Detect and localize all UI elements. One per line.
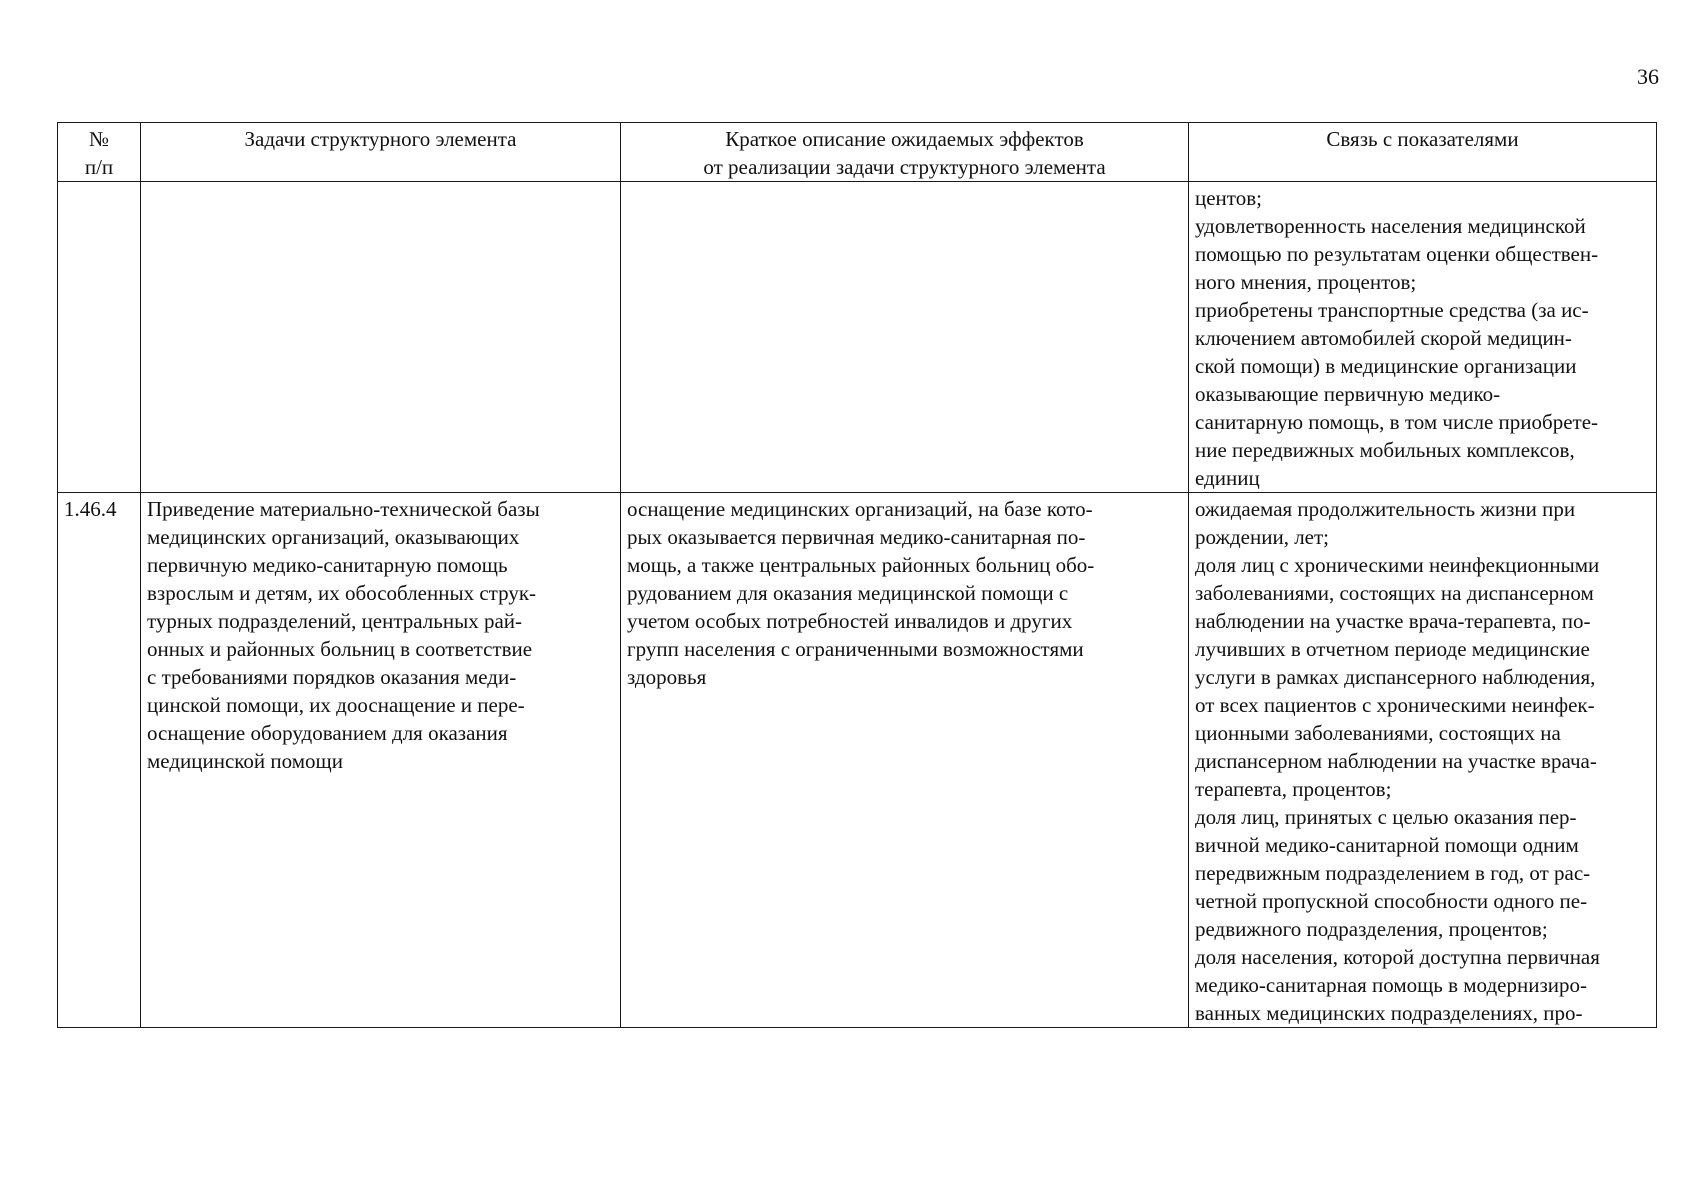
cell-number: 1.46.4	[58, 493, 141, 1028]
cell-effect	[621, 182, 1189, 493]
header-tasks: Задачи структурного элемента	[141, 123, 621, 182]
table-row	[58, 493, 1657, 1028]
table-row	[58, 182, 1657, 493]
header-indicators: Связь с показателями	[1189, 123, 1657, 182]
page-number: 36	[1637, 64, 1659, 89]
cell-indicators: ожидаемая продолжительность жизни при рождении, лет; доля лиц с хроническими неинфекционными заболеваниями, состоящих на диспансерном наблюдении на участке врача-терапевта, по- лучивших в отчетном периоде медицинские услуги в рамках диспансерного наблюдения, от всех пациентов с хроническими неинфек- ционными заболеваниями, состоящих на диспансерном наблюдении на участке врача- терапевта, процентов; доля лиц, принятых с целью оказания пер- вичной медико-санитарной помощи одним передвижным подразделением в год, от рас- четной пропускной способности одного пе- редвижного подразделения, процентов; доля населения, которой доступна первичная медико-санитарная помощь в модернизиро- ванных медицинских подразделениях, про-	[1189, 493, 1657, 1028]
table-header-row	[58, 123, 1657, 182]
cell-indicators: центов; удовлетворенность населения медицинской помощью по результатам оценки обществен- ного мнения, процентов; приобретены транспортные средства (за ис- ключением автомобилей скорой медицин- ской помощи) в медицинские организации оказывающие первичную медико- санитарную помощь, в том числе приобрете- ние передвижных мобильных комплексов, единиц	[1189, 182, 1657, 493]
cell-number	[58, 182, 141, 493]
structural-element-table	[57, 122, 1657, 1028]
cell-effect: оснащение медицинских организаций, на базе кото- рых оказывается первичная медико-санитарная по- мощь, а также центральных районных больниц обо- рудованием для оказания медицинской помощи с учетом особых потребностей инвалидов и других групп населения с ограниченными возможностями здоровья	[621, 493, 1189, 1028]
cell-task	[141, 182, 621, 493]
header-number: № п/п	[58, 123, 141, 182]
cell-task: Приведение материально-технической базы медицинских организаций, оказывающих первичную медико-санитарную помощь взрослым и детям, их обособленных струк- турных подразделений, центральных рай- онных и районных больниц в соответствие с требованиями порядков оказания меди- цинской помощи, их дооснащение и пере- оснащение оборудованием для оказания медицинской помощи	[141, 493, 621, 1028]
header-effects: Краткое описание ожидаемых эффектов от реализации задачи структурного элемента	[621, 123, 1189, 182]
